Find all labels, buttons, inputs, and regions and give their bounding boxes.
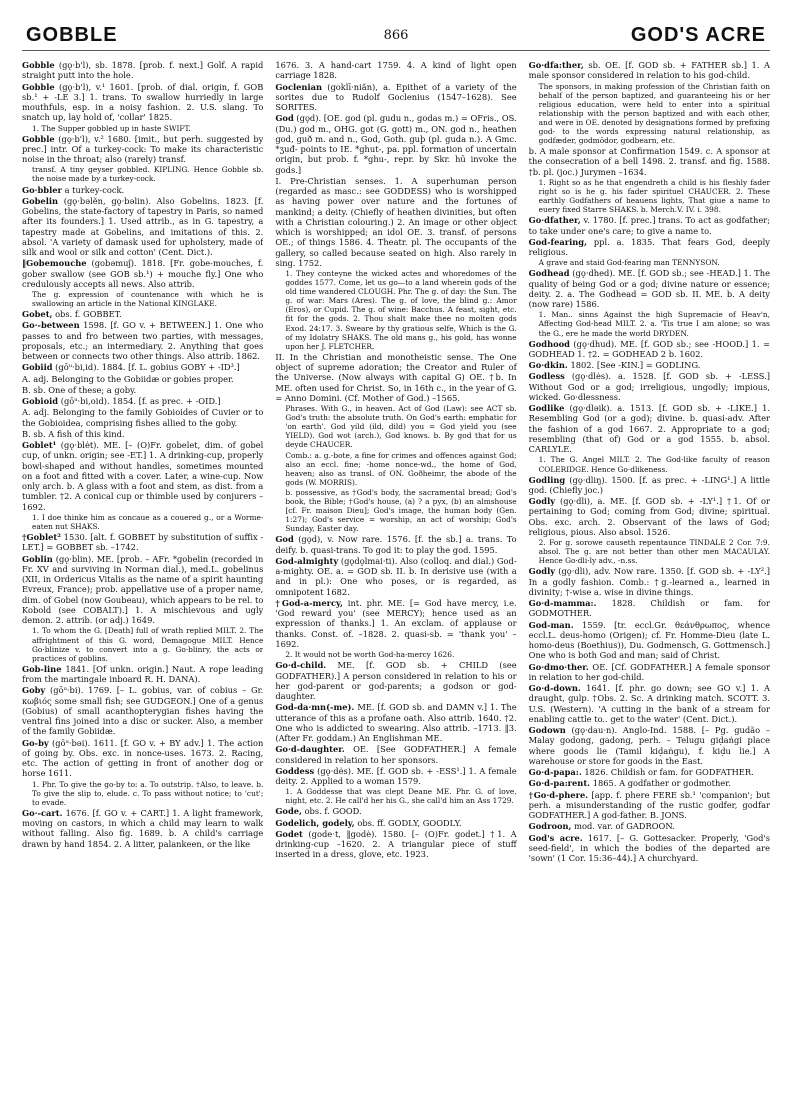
definition-text: B. sb. A fish of this kind. bbox=[22, 428, 125, 439]
headword: God-almighty bbox=[275, 555, 339, 566]
headword: †Go·d-phere. bbox=[528, 789, 589, 800]
definition-text: v. 1780. [f. prec.] trans. To act as godfather; to take under one's care; to give a name to. bbox=[528, 215, 770, 236]
definition-text: 1559. [tr. eccl.Gr. θεάνθρωπος, whence eccl.L. deus-homo (Origen); cf. Fr. Homme-Dieu (late L. homo-deus (Boethius)), Du. Godmensch, G. Gottmensch.] One who is both God and man; said of Christ. bbox=[528, 619, 770, 661]
definition-text: 1802. [See -KIN.] = GODLING. bbox=[570, 360, 701, 371]
entry-quotation: 2. It would not be worth God-ha-mercy 1626. bbox=[285, 650, 455, 660]
definition-text: int. phr. ME. [= God have mercy, i.e. 'God reward you' (see MERCY); hence used as an expression of thanks.] 1. An exclam. of applause or thanks. Const. of. –1828. 2. quasi-sb. = 'thank you' –1692. bbox=[275, 597, 517, 649]
dictionary-entry bbox=[22, 185, 263, 195]
dictionary-entry bbox=[529, 360, 770, 370]
definition-text: a turkey-cock. bbox=[64, 184, 125, 195]
headword: God-da·mn(-me). bbox=[275, 702, 355, 713]
headword: Godroon, bbox=[528, 821, 572, 832]
dictionary-entry bbox=[529, 725, 770, 766]
definition-text: obs. f. GOBBET. bbox=[55, 309, 122, 320]
dictionary-entry bbox=[529, 403, 770, 454]
definition-text: (gobəmuʃ). 1818. [Fr. gobe-mouches, f. gober swallow (see GOB sb.¹) + mouche fly.] One who credulously accepts all news. Also attrib. bbox=[22, 258, 264, 289]
definition-text: 1598. [f. GO v. + BETWEEN.] 1. One who passes to and fro between two parties, with messages, proposals, etc.; an intermediary. 2. Anything that goes between or connects two other things. Also attrib. 1862. bbox=[22, 320, 264, 362]
dictionary-entry bbox=[22, 362, 263, 372]
definition-text: (gǫ·dlәik). a. 1513. [f. GOD sb. + -LIKE.] 1. Resembling God (or a god); divine. b. quasi-adv. After the fashion of a god 1667. 2. Appropriate to a god; resembling (that of) God or a god 1555. b. absol. CARLYLE. bbox=[528, 403, 770, 455]
definition-text: (gǫ·dli), a. ME. [f. GOD sb. + -LY¹.] †1. Of or pertaining to God; coming from God; divine; spiritual. Obs. exc. arch. 2. Observant of the laws of God; religious, pious. Also absol. 1526. bbox=[528, 496, 770, 537]
dictionary-entry bbox=[275, 352, 516, 403]
headword: Gobioid bbox=[22, 396, 59, 407]
headword: Go·-between bbox=[22, 320, 80, 331]
entry-quotation: b. possessive, as †God's body, the sacramental bread; God's book, the Bible; †God's house, (a) ? a pyx, (b) an almshouse [cf. Fr. maison Dieu]; God's image, the human body (Gen. 1:27); God's service = worship, an act of worship; God's Sunday, Easter day. bbox=[285, 487, 517, 534]
definition-text: obs. ff. GODLY, GOODLY. bbox=[357, 817, 462, 828]
definition-text: b. A male sponsor at Confirmation 1549. c. A sponsor at the consecration of a bell 1498. 2. transf. and fig. 1588. †b. pl. (joc.) Jurymen –1634. bbox=[528, 146, 770, 177]
headword: Go·d-papa:. bbox=[528, 767, 582, 778]
dictionary-entry bbox=[529, 371, 770, 402]
dictionary-entry bbox=[529, 620, 770, 661]
columns bbox=[22, 60, 770, 1108]
headword: Gobiid bbox=[22, 362, 53, 373]
headword: Goddess bbox=[275, 765, 315, 776]
headword: God bbox=[275, 534, 294, 545]
dictionary-entry bbox=[275, 829, 516, 860]
entry-quotation: 1. Phr. To give the go-by to: a. To outstrip. †Also, to leave. b. To give the slip to, elude. c. To pass without notice; to 'cut'; to evade. bbox=[32, 779, 264, 807]
definition-text: (gǫ·dli), adv. Now rare. 1350. [f. GOD sb. + -LY².] In a godly fashion. Comb.: †g.-learned a., learned in divinity; †-wise a. wise in divine things. bbox=[528, 566, 770, 597]
headword: God's acre. bbox=[528, 832, 583, 843]
headword: Gobet, bbox=[22, 309, 53, 320]
definition-text: mod. var. of GADROON. bbox=[574, 821, 675, 832]
headword: Go·d-daughter. bbox=[275, 744, 345, 755]
entry-quotation: 2. For g. sorowe causeth repentaunce TINDALE 2 Cor. 7:9. absol. The g. are not better than other men MACAULAY. Hence Go·dli·ly adv., -n.ss. bbox=[538, 538, 770, 566]
definition-text: 1676. 3. A hand-cart 1759. 4. A kind of light open carriage 1828. bbox=[275, 60, 517, 81]
dictionary-entry bbox=[529, 598, 770, 619]
headword: Go·d-child. bbox=[275, 660, 327, 671]
definition-text: (gǫ·blėt). ME. [– (O)Fr. gobelet, dim. of gobel cup, of unkn. origin; see -ET.] 1. A drinking-cup, properly bowl-shaped and without handles, sometimes mounted on a foot and fitted with a cover. Later, a wine-cup. Now only arch. b. A glass with a foot and stem, as dist. from a tumbler. †2. A conical cup or thimble used by conjurers –1692. bbox=[22, 440, 264, 512]
dictionary-entry bbox=[529, 767, 770, 777]
headword: Gob-line bbox=[22, 663, 62, 674]
dictionary-page bbox=[22, 20, 770, 1108]
definition-text: (gōᵘ·bi,id). 1884. [f. L. gobius GOBY + -ID³.] bbox=[55, 362, 240, 373]
dictionary-entry bbox=[22, 407, 263, 428]
dictionary-entry bbox=[275, 744, 516, 765]
dictionary-entry bbox=[22, 374, 263, 384]
page-number: 866 bbox=[383, 28, 409, 43]
definition-text: A. adj. Belonging to the Gobiidæ or gobies proper. bbox=[22, 373, 234, 384]
dictionary-entry bbox=[22, 258, 263, 289]
headword: Godly bbox=[528, 566, 556, 577]
entry-quotation: 1. The Supper gobbled up in haste SWIFT. bbox=[32, 123, 191, 133]
dictionary-entry bbox=[22, 309, 263, 319]
definition-text: II. In the Christian and monotheistic sense. The One object of supreme adoration; the Creator and Ruler of the Universe. (Now always with capital G) OE. †b. In ME. often used for Christ. So, in 16th c., in the year of G. = Anno Domini. (Cf. Mother of God.) –1565. bbox=[275, 351, 517, 403]
headword: Go·dmo·ther. bbox=[528, 661, 589, 672]
dictionary-entry bbox=[275, 702, 516, 743]
dictionary-entry bbox=[275, 806, 516, 816]
headword: Go·d-down. bbox=[528, 683, 581, 694]
dictionary-entry bbox=[22, 320, 263, 361]
headword: Godet bbox=[275, 828, 303, 839]
definition-text: 1530. [alt. f. GOBBET by substitution of suffix -LET.] = GOBBET sb. –1742. bbox=[22, 532, 264, 553]
headword: †Goblet² bbox=[22, 532, 61, 543]
definition-text: ME. [f. GOD sb. + CHILD (see GODFATHER).] A person considered in relation to his or her god-parent or god-parents; a godson or god-daughter. bbox=[275, 660, 517, 701]
column-1 bbox=[22, 60, 263, 1108]
dictionary-entry bbox=[22, 385, 263, 395]
definition-text: (gǫ·bəlĕn, gǫ·bəlin). Also Gobelins. 1823. [f. Gobelins, the state-factory of tapestry in Paris, so named after its founders.] 1. Used attrib., as in G. tapestry, a tapestry made at Gobelins, and imitations of this. 2. absol. 'A variety of damask used for upholstery, made of silk and wool or silk and cotton' (Cent. Dict.). bbox=[22, 195, 264, 258]
entry-quotation: transf. A tiny geyser gobbled. KIPLING. Hence Gobble sb. the noise made by a turkey-cock. bbox=[32, 165, 264, 184]
headword: Go·dfather, bbox=[528, 215, 581, 226]
headword: Go·bbler bbox=[22, 184, 62, 195]
definition-text: (gǫ·dės). ME. [f. GOD sb. + -ESS¹.] 1. A female deity. 2. Applied to a woman 1579. bbox=[275, 765, 517, 786]
definition-text: OE. [See GODFATHER.] A female considered in relation to her sponsors. bbox=[275, 744, 517, 765]
headword: ‖Gobemouche bbox=[22, 258, 87, 269]
dictionary-entry bbox=[275, 60, 516, 81]
definition-text: 1641. [f. phr. go down; see GO v.] 1. A draught, gulp. †Obs. 2. Sc. A drinking match. SCOTT. 3. U.S. (Western). 'A cutting in the bank of a stream for enabling cattle to.. get to the water' (Cent. Dict.). bbox=[528, 683, 770, 724]
headword: Godown bbox=[528, 725, 566, 736]
dictionary-entry bbox=[22, 738, 263, 779]
headword: Gobelin bbox=[22, 195, 59, 206]
headword: Godhead bbox=[528, 268, 570, 279]
definition-text: (gōᵘ·bi,oid). 1854. [f. as prec. + -OID.] bbox=[60, 396, 221, 407]
definition-text: A. adj. Belonging to the family Gobioides of Cuvier or to the Gobioidea, comprising fishes allied to the goby. bbox=[22, 407, 264, 428]
dictionary-entry bbox=[529, 268, 770, 309]
definition-text: (gǫ·blin). ME. [prob. – AFr. *gobelin (recorded in Fr. XV and surviving in Norman dial.), med.L. gobelinus (XII, in Ordericus Vitalis as the name of a spirit haunting Evreux, France); prob. appellative use of a proper name, dim. of Gobel (now Goubeau), which appears to be rel. to Kobold (see COBALT).] 1. A mischievous and ugly demon. 2. attrib. (or adj.) 1649. bbox=[22, 553, 264, 626]
headword: Gode, bbox=[275, 806, 302, 817]
definition-text: ME. [f. GOD sb. and DAMN v.] 1. The utterance of this as a profane oath. Also attrib. 1640. †2. One who is addicted to swearing. Also attrib. –1713. ‖3. (After Fr. goddam.) An Englishman ME. bbox=[275, 702, 517, 743]
definition-text: ppl. a. 1835. That fears God, deeply religious. bbox=[528, 236, 770, 258]
headword: Go·dfa:ther, bbox=[528, 60, 584, 70]
headword: Godhood bbox=[528, 338, 570, 349]
dictionary-entry bbox=[22, 429, 263, 439]
definition-text: (goklī·niăn), a. Epithet of a variety of the sorites due to Rudolf Goclenius (1547–1628). See SORITES. bbox=[275, 81, 517, 112]
dictionary-entry bbox=[22, 82, 263, 123]
headword: Gobble bbox=[22, 60, 55, 70]
dictionary-entry bbox=[275, 598, 516, 649]
dictionary-entry bbox=[22, 685, 263, 736]
entry-quotation: 1. I doe thinke him as concaue as a couered g., or a Worme-eaten nut SHAKS. bbox=[32, 512, 264, 532]
dictionary-entry bbox=[275, 113, 516, 175]
headword: God-man. bbox=[528, 619, 574, 630]
left-guide-word: GOBBLE bbox=[26, 24, 118, 46]
definition-text: (gōᵘ·bəi). 1611. [f. GO v. + BY adv.] 1. The action of going by. Obs. exc. in nonce-uses. 1673. 2. Racing, etc. The action of getting in front of another dog or horse 1611. bbox=[22, 737, 264, 779]
dictionary-entry bbox=[529, 683, 770, 724]
column-3 bbox=[529, 60, 770, 1108]
dictionary-entry bbox=[275, 82, 516, 113]
dictionary-entry bbox=[529, 662, 770, 683]
dictionary-entry bbox=[529, 790, 770, 821]
entry-quotation: The sponsors, in making profession of the Christian faith on behalf of the person baptized, and guaranteeing his or her religious education, were held to enter into a spiritual relationship with the person baptized and with each other, and were in OE. denoted by designations formed by prefixing god- to the words expressing natural relationship, as godfæder, godmōdor, godbearn, etc. bbox=[538, 81, 770, 146]
headword: Goby bbox=[22, 685, 46, 696]
dictionary-entry bbox=[22, 554, 263, 626]
definition-text: (gǫ·b'l), sb. 1878. [prob. f. next.] Golf. A rapid straight putt into the hole. bbox=[22, 60, 264, 81]
entry-quotation: 1. They conteyne the wicked actes and whoredomes of the goddes 1577. Come, let us go—to a land wherein gods of the old time wandered CLOUGH. Phr. The g. of day: the Sun. The g. of war: Mars (Ares). The g. of love, the blind g.: Amor (Eros), or Cupid. The g. of wine: Bacchus. A feast, sight, etc. fit for the gods. 2. Thou shalt make thee no molten gods Exod. 24:17. 3. Sweare by thy gratious selfe, Which is the G. of my Idolatry SHAKS. The old mans g., his gold, has wonne upon her J. FLETCHER. bbox=[285, 269, 517, 351]
dictionary-entry bbox=[529, 496, 770, 537]
dictionary-entry bbox=[529, 821, 770, 831]
dictionary-entry bbox=[22, 808, 263, 849]
page-header bbox=[22, 20, 770, 51]
headword: Gobble bbox=[22, 81, 55, 92]
dictionary-entry bbox=[529, 833, 770, 864]
definition-text: B. sb. One of these; a goby. bbox=[22, 384, 137, 395]
headword: Goclenian bbox=[275, 81, 323, 92]
entry-quotation: Comb.: a. g.-bote, a fine for crimes and offences against God; also an eccl. fine; -home nonce-wd., the home of God, heaven; also as transl. of ON. Goðheimr, the abode of the gods (W. MORRIS). bbox=[285, 450, 517, 487]
headword: Go-by bbox=[22, 737, 49, 748]
definition-text: sb. OE. [f. GOD sb. + FATHER sb.] 1. A male sponsor considered in relation to his god-child. bbox=[528, 60, 770, 81]
entry-quotation: Phrases. With G., in heaven. Act of God (Law): see ACT sb. God's truth: the absolute truth. On God's earth: emphatic for 'on earth'. God yild (ild, dild) you = God yield you (see YIELD). God wot (arch.), God knows. b. By god that for us deyde CHAUCER. bbox=[285, 404, 517, 450]
entry-quotation: The g. expression of countenance with which he is swallowing an article in the National KINGLAKE. bbox=[32, 290, 264, 309]
dictionary-entry bbox=[529, 475, 770, 496]
dictionary-entry bbox=[275, 176, 516, 268]
definition-text: 1841. [Of unkn. origin.] Naut. A rope leading from the martingale inboard R. H. DANA). bbox=[22, 663, 264, 685]
headword: Goblet¹ bbox=[22, 440, 57, 451]
definition-text: 1828. Childish or fam. for GODMOTHER. bbox=[528, 598, 770, 619]
entry-quotation: A grave and staid God-fearing man TENNYSON. bbox=[538, 258, 720, 268]
definition-text: (gǫ·dhud). ME. [f. GOD sb.; see -HOOD.] 1. = GODHEAD 1. †2. = GODHEAD 2 b. 1602. bbox=[528, 338, 770, 359]
headword: Go·d-mamma:. bbox=[528, 598, 597, 609]
definition-text: obs. f. GOOD. bbox=[304, 806, 362, 817]
column-2 bbox=[275, 60, 516, 1108]
dictionary-entry bbox=[529, 237, 770, 258]
dictionary-entry bbox=[275, 818, 516, 828]
dictionary-entry bbox=[22, 440, 263, 512]
entry-quotation: 1. Right so as he that engendreth a child is his fleshly fader right so is he g. his fader spirituel CHAUCER. 2. These earthly Godfathers of heauens lights, That giue a name to euery fixed Starre SHAKS. b. Merch.V. IV. i. 398. bbox=[538, 177, 770, 215]
entry-quotation: 1. To whom the G. [Death] full of wrath replied MILT. 2. The affrightment of this G. word, Demagogue MILT. Hence Go·blinize v. to convert into a g. Go·blinry, the acts or practices of goblins. bbox=[32, 626, 264, 663]
dictionary-entry bbox=[529, 146, 770, 177]
definition-text: 1676. [f. GO v. + CART.] 1. A light framework, moving on castors, in which a child may learn to walk without falling. Also fig. 1689. b. A child's carriage drawn by hand 1854. 2. A litter, palankeen, or the like bbox=[22, 807, 264, 849]
dictionary-entry bbox=[529, 60, 770, 81]
definition-text: (gǫ·b'l), v.¹ 1601. [prob. of dial. origin, f. GOB sb.¹ + -LE 3.] 1. trans. To swallow hurriedly in large mouthfuls, esp. in a noisy fashion. 2. U.S. slang. To snatch up, lay hold of, 'collar' 1825. bbox=[22, 81, 264, 123]
dictionary-entry bbox=[275, 766, 516, 787]
dictionary-entry bbox=[22, 196, 263, 258]
headword: †God-a-mercy, bbox=[275, 597, 343, 608]
dictionary-entry bbox=[275, 534, 516, 555]
entry-quotation: 1. Man.. sinns Against the high Supremacie of Heav'n, Affecting God-head MILT. 2. a. 'Tis true I am alone; so was the G., ere he made the world DRYDEN. bbox=[538, 310, 770, 338]
definition-text: (godeˑt, ‖godė). 1580. [– (O)Fr. godet.] †1. A drinking-cup –1620. 2. A triangular piece of stuff inserted in a dress, glove, etc. 1923. bbox=[275, 828, 517, 860]
definition-text: (gǫ·dliŋ). 1500. [f. as prec. + -LING¹.] A little god. (Chiefly joc.) bbox=[528, 474, 770, 495]
headword: God bbox=[275, 113, 294, 124]
headword: God-fearing, bbox=[528, 236, 587, 247]
dictionary-entry bbox=[22, 134, 263, 165]
definition-text: (gǫdǫlmai·ti). Also (colloq. and dial.) God-a-mighty. OE. a. = GOD sb. II. b. In derisive use (with a and in pl.): One who poses, or is regarded, as omnipotent 1682. bbox=[275, 555, 517, 597]
definition-text: I. Pre-Christian senses. 1. A superhuman person (regarded as masc.: see GODDESS) who is worshipped as having power over nature and the fortunes of mankind; a deity. (Chiefly of heathen divinities, but often with a Christian colouring.) 2. An image or other object which is worshipped; an idol OE. 3. transf. of persons OE.; of things 1586. 4. Theatr. pl. The occupants of the gallery, so called because seated on high. Also rarely in sing. 1752. bbox=[275, 175, 517, 268]
headword: Godly bbox=[528, 496, 556, 507]
definition-text: (gǫ·dlės). a. 1528. [f. GOD sb. + -LESS.] Without God or a god; irreligious, ungodly; impious, wicked. Go·dlessness. bbox=[528, 371, 770, 402]
headword: Go·dkin. bbox=[528, 360, 568, 371]
definition-text: 1826. Childish or fam. for GODFATHER. bbox=[584, 767, 754, 778]
headword: Go·d-pa:rent. bbox=[528, 778, 591, 789]
definition-text: (gǫd). [OE. god (pl. gudu n., godas m.) = OFris., OS. (Du.) god m., OHG. got (G. gott) m., ON. god n., heathen god, guð m. and n., God, Goth. guþ (pl. guda n.). A Gmc. *ʒuđ- points to IE. *ghut-, pa. ppl. formation of uncertain origin, but prob. f. *ghu-, repr. by Skr. hū invoke the gods.] bbox=[275, 113, 517, 175]
dictionary-entry bbox=[22, 664, 263, 685]
entry-quotation: 1. The G. Angel MILT. 2. The God-like faculty of reason COLERIDGE. Hence Go·dlikeness. bbox=[538, 455, 770, 474]
right-guide-word: GOD'S ACRE bbox=[630, 24, 766, 46]
headword: Godlike bbox=[528, 403, 565, 414]
definition-text: (gǫ·dhed). ME. [f. GOD sb.; see -HEAD.] 1. The quality of being God or a god; divine nature or essence; deity. 2. a. The Godhead = GOD sb. II. ME. b. A deity (now rare) 1586. bbox=[528, 268, 770, 310]
definition-text: (gǫ·dau·n). Anglo-Ind. 1588. [– Pg. gudão – Malay godong, gadong, perh. – Telugu giḍaṅgi place where goods lie (Tamil kiḍaṅgu), f. kiḍu lie.] A warehouse or store for goods in the East. bbox=[528, 725, 770, 766]
headword: Godless bbox=[528, 371, 565, 382]
definition-text: OE. [Cf. GODFATHER.] A female sponsor in relation to her god-child. bbox=[528, 661, 770, 682]
definition-text: 1865. A godfather or godmother. bbox=[592, 778, 731, 789]
definition-text: 1617. [– G. Gottesacker. Properly, 'God's seed-field', in which the bodies of the departed are 'sown' (1 Cor. 15:36–44).] A churchyard. bbox=[528, 832, 770, 864]
dictionary-entry bbox=[22, 60, 263, 81]
entry-quotation: 1. A Goddesse that was clept Deane ME. Phr. G. of love, night, etc. 2. He call'd her his G., she call'd him an Ass 1729. bbox=[285, 787, 517, 806]
dictionary-entry bbox=[22, 532, 263, 553]
dictionary-entry bbox=[275, 556, 516, 597]
headword: Go·-cart. bbox=[22, 807, 63, 818]
definition-text: (gǫd), v. Now rare. 1576. [f. the sb.] a. trans. To deify. b. quasi-trans. To god it: to play the god. 1595. bbox=[275, 534, 517, 555]
dictionary-entry bbox=[529, 339, 770, 360]
dictionary-entry bbox=[529, 215, 770, 236]
headword: Godelich, godely, bbox=[275, 817, 355, 828]
dictionary-entry bbox=[529, 566, 770, 597]
dictionary-entry bbox=[529, 778, 770, 788]
definition-text: (gǫ·b'l), v.² 1680. [imit., but perh. suggested by prec.] intr. Of a turkey-cock: To make its characteristic noise in the throat; also (rarely) transf. bbox=[22, 133, 264, 165]
definition-text: [app. f. phere FERE sb.¹ 'companion'; but perh. a misunderstanding of the rustic godfer, godfar GODFATHER.] A god-father. B. JONS. bbox=[528, 789, 770, 821]
headword: Gobble bbox=[22, 133, 55, 144]
headword: Godling bbox=[528, 474, 566, 485]
definition-text: (gōᵘ·bi). 1769. [– L. gobius, var. of cobius – Gr. κωβιός some small fish; see GUDGEON.] One of a genus (Gobius) of small acanthopterygian fishes having the ventral fins joined into a disc or sucker. Also, a member of the family Gobiidæ. bbox=[22, 685, 264, 737]
dictionary-entry bbox=[275, 660, 516, 701]
dictionary-entry bbox=[22, 396, 263, 406]
headword: Goblin bbox=[22, 553, 53, 564]
